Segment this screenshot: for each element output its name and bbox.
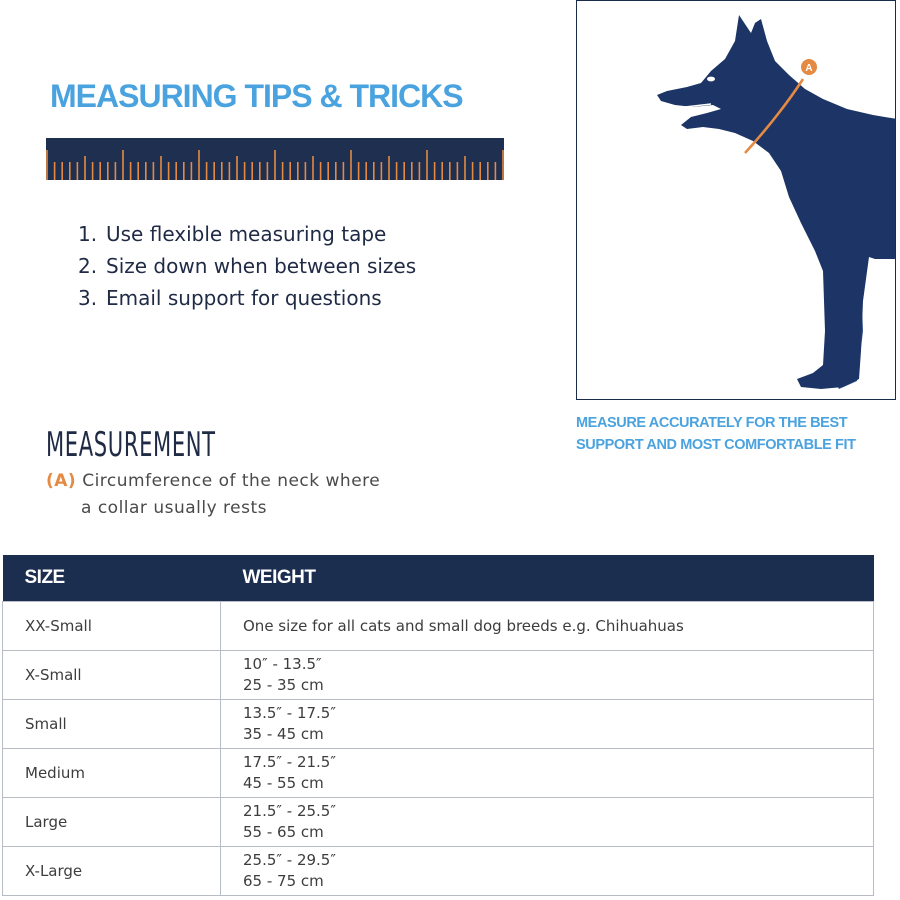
range-cell: 13.5″ - 17.5″ 35 - 45 cm (221, 700, 874, 749)
dog-silhouette-icon (577, 1, 896, 400)
column-header-size: SIZE (3, 555, 221, 602)
tip-item: 3. Email support for questions (78, 286, 382, 310)
size-table (2, 555, 874, 896)
table-header-row (3, 555, 874, 602)
range-cell: 21.5″ - 25.5″ 55 - 65 cm (221, 798, 874, 847)
column-header-weight: WEIGHT (221, 555, 874, 602)
table-row (3, 602, 874, 651)
size-cell: X-Large (3, 847, 221, 896)
range-cell: 25.5″ - 29.5″ 65 - 75 cm (221, 847, 874, 896)
tip-item: 1. Use flexible measuring tape (78, 222, 387, 246)
page-title: MEASURING TIPS & TRICKS (50, 78, 463, 114)
size-cell: Medium (3, 749, 221, 798)
marker-label: A (805, 63, 813, 74)
range-cell: 17.5″ - 21.5″ 45 - 55 cm (221, 749, 874, 798)
range-cell: 10″ - 13.5″ 25 - 35 cm (221, 651, 874, 700)
measurement-tag: (A) (46, 471, 77, 491)
table-row (3, 700, 874, 749)
table-row (3, 749, 874, 798)
table-row (3, 798, 874, 847)
dog-illustration (576, 0, 896, 400)
measuring-tape-icon (46, 138, 506, 182)
table-row (3, 651, 874, 700)
table-row (3, 847, 874, 896)
size-cell: XX-Small (3, 602, 221, 651)
size-cell: Small (3, 700, 221, 749)
illustration-caption: MEASURE ACCURATELY FOR THE BEST SUPPORT AND MOST COMFORTABLE FIT (576, 415, 856, 453)
size-cell: Large (3, 798, 221, 847)
tip-item: 2. Size down when between sizes (78, 254, 417, 278)
measurement-heading: MEASUREMENT (46, 425, 216, 465)
measurement-description: (A) Circumference of the neck where a collar usually rests (46, 471, 381, 518)
size-cell: X-Small (3, 651, 221, 700)
tips-list (78, 218, 416, 314)
range-cell: One size for all cats and small dog breeds e.g. Chihuahuas (221, 602, 874, 651)
